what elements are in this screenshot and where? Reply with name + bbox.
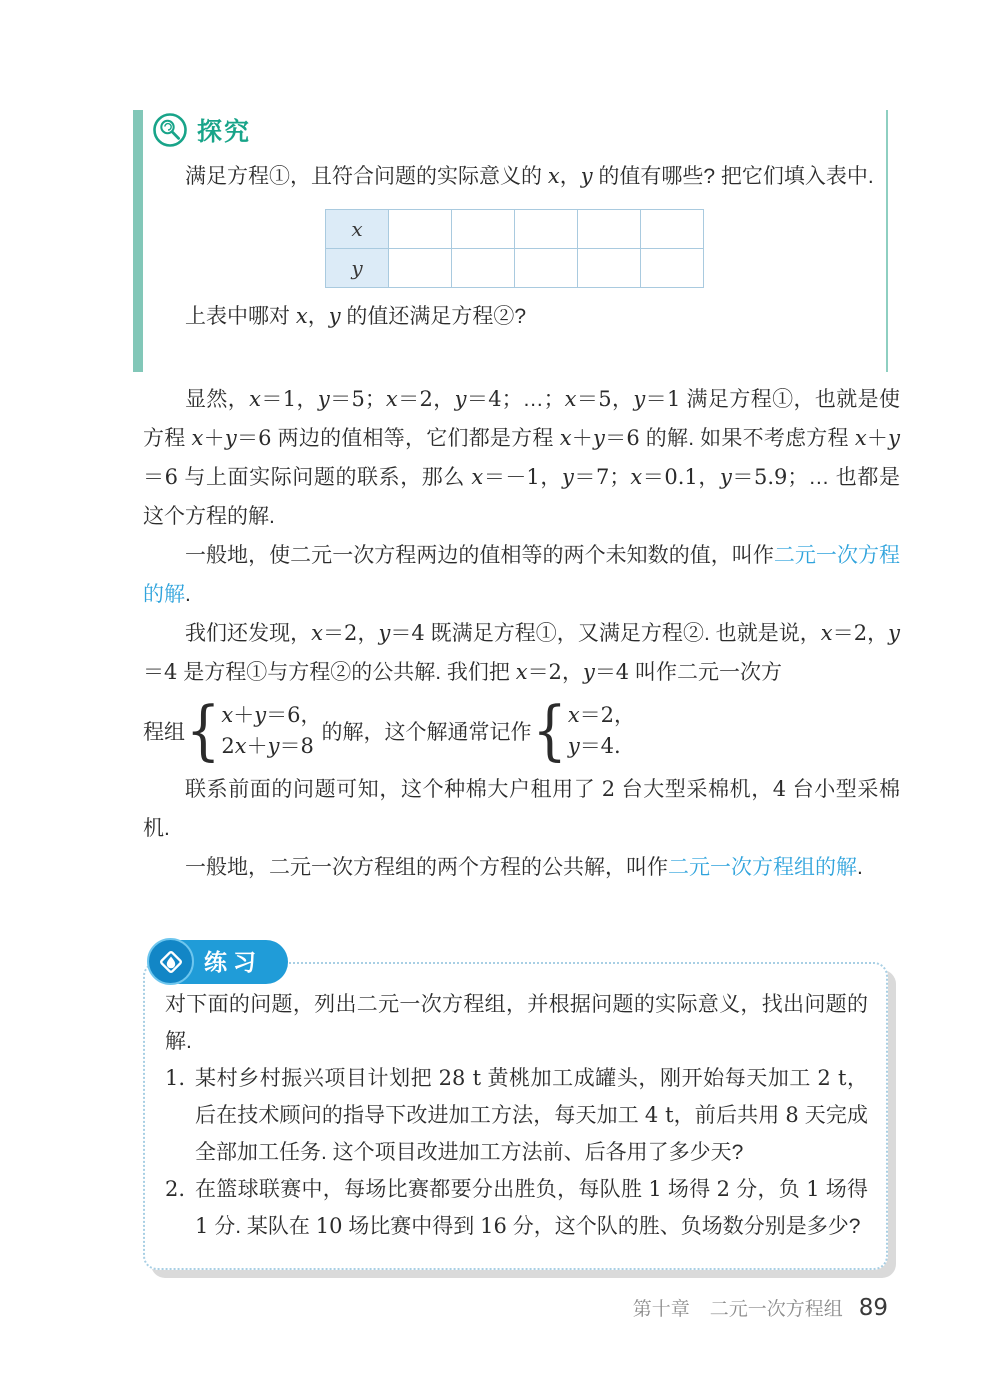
table-empty-cell bbox=[578, 249, 641, 288]
equation-line: x＋y＝6， bbox=[221, 703, 322, 727]
paragraph-solutions-list: 显然，x＝1，y＝5；x＝2，y＝4；…；x＝5，y＝1 满足方程①，也就是使方程 x＋y＝6 两边的值相等，它们都是方程 x＋y＝6 的解. 如果不考虑方程 x＋y＝6 与上面实际问题的联系，那么 x＝－1，y＝7；x＝0.1，y＝5.9；… 也都是这个方程的解. bbox=[143, 387, 900, 528]
paragraph-common-solution: 我们还发现，x＝2，y＝4 既满足方程①，又满足方程②. 也就是说，x＝2，y＝4 是方程①与方程②的公共解. 我们把 x＝2，y＝4 叫作二元一次方 bbox=[143, 621, 900, 684]
left-brace-2: { bbox=[532, 692, 567, 769]
equation-system-row bbox=[143, 692, 900, 769]
item-number: 2. bbox=[165, 1177, 186, 1201]
table-empty-cell bbox=[578, 210, 641, 249]
paragraph-definition-system-solution: 一般地，二元一次方程组的两个方程的公共解，叫作二元一次方程组的解. bbox=[185, 856, 863, 879]
equation-line: 2x＋y＝8 bbox=[221, 734, 314, 758]
equation-prefix: 程组 bbox=[143, 721, 185, 744]
magnifier-swirl-icon bbox=[152, 112, 188, 148]
item-text: 在篮球联赛中，每场比赛都要分出胜负，每队胜 1 场得 2 分，负 1 场得 1 分. 某队在 10 场比赛中得到 16 分，这个队的胜、负场数分别是多少? bbox=[195, 1177, 869, 1238]
table-empty-cell bbox=[389, 210, 452, 249]
explore-paragraph-fill-table: 满足方程①，且符合问题的实际意义的 x，y 的值有哪些? 把它们填入表中. bbox=[185, 164, 874, 188]
explore-paragraph-which-pair: 上表中哪对 x，y 的值还满足方程②? bbox=[185, 304, 527, 328]
left-brace-1: { bbox=[186, 692, 221, 769]
practice-item-2 bbox=[165, 1171, 868, 1245]
table-row bbox=[326, 210, 704, 249]
main-body bbox=[143, 380, 900, 887]
table-empty-cell bbox=[515, 249, 578, 288]
equation-middle-text: 的解，这个解通常记作 bbox=[321, 721, 532, 744]
equation-system-1 bbox=[221, 700, 321, 762]
item-text: 某村乡村振兴项目计划把 28 t 黄桃加工成罐头，刚开始每天加工 2 t，后在技术顾问的指导下改进加工方法，每天加工 4 t，前后共用 8 天完成全部加工任务. 这个项目改进加工方法前、后各用了多少天? bbox=[195, 1066, 869, 1164]
table-row-header: y bbox=[326, 249, 389, 288]
table-empty-cell bbox=[641, 249, 704, 288]
practice-section bbox=[143, 948, 888, 1270]
footer-section-title: 二元一次方程组 bbox=[709, 1299, 843, 1320]
table-empty-cell bbox=[515, 210, 578, 249]
equation-line: y＝4. bbox=[567, 734, 621, 758]
page-number: 89 bbox=[858, 1295, 888, 1321]
item-number: 1. bbox=[165, 1066, 186, 1090]
table-empty-cell bbox=[452, 249, 515, 288]
table-empty-cell bbox=[389, 249, 452, 288]
equation-line: x＝2， bbox=[567, 703, 636, 727]
practice-section-title: 练习 bbox=[168, 940, 288, 984]
practice-item-1 bbox=[165, 1060, 868, 1171]
table-row-header: x bbox=[326, 210, 389, 249]
page-footer bbox=[633, 1294, 888, 1321]
table-empty-cell bbox=[641, 210, 704, 249]
table-empty-cell bbox=[452, 210, 515, 249]
table-row bbox=[326, 249, 704, 288]
footer-chapter: 第十章 bbox=[632, 1299, 690, 1320]
explore-section-title: 探究 bbox=[197, 118, 252, 146]
practice-intro: 对下面的问题，列出二元一次方程组，并根据问题的实际意义，找出问题的解. bbox=[165, 993, 868, 1053]
paragraph-cotton-answer: 联系前面的问题可知，这个种棉大户租用了 2 台大型采棉机，4 台小型采棉机. bbox=[143, 777, 900, 840]
paragraph-definition-equation-solution: 一般地，使二元一次方程两边的值相等的两个未知数的值，叫作二元一次方程的解. bbox=[143, 544, 901, 606]
explore-xy-table bbox=[325, 209, 704, 288]
equation-system-2 bbox=[568, 700, 635, 762]
explore-section bbox=[133, 110, 888, 372]
practice-badge bbox=[147, 938, 288, 985]
diamond-drop-icon bbox=[147, 938, 194, 985]
explore-header bbox=[143, 110, 886, 150]
